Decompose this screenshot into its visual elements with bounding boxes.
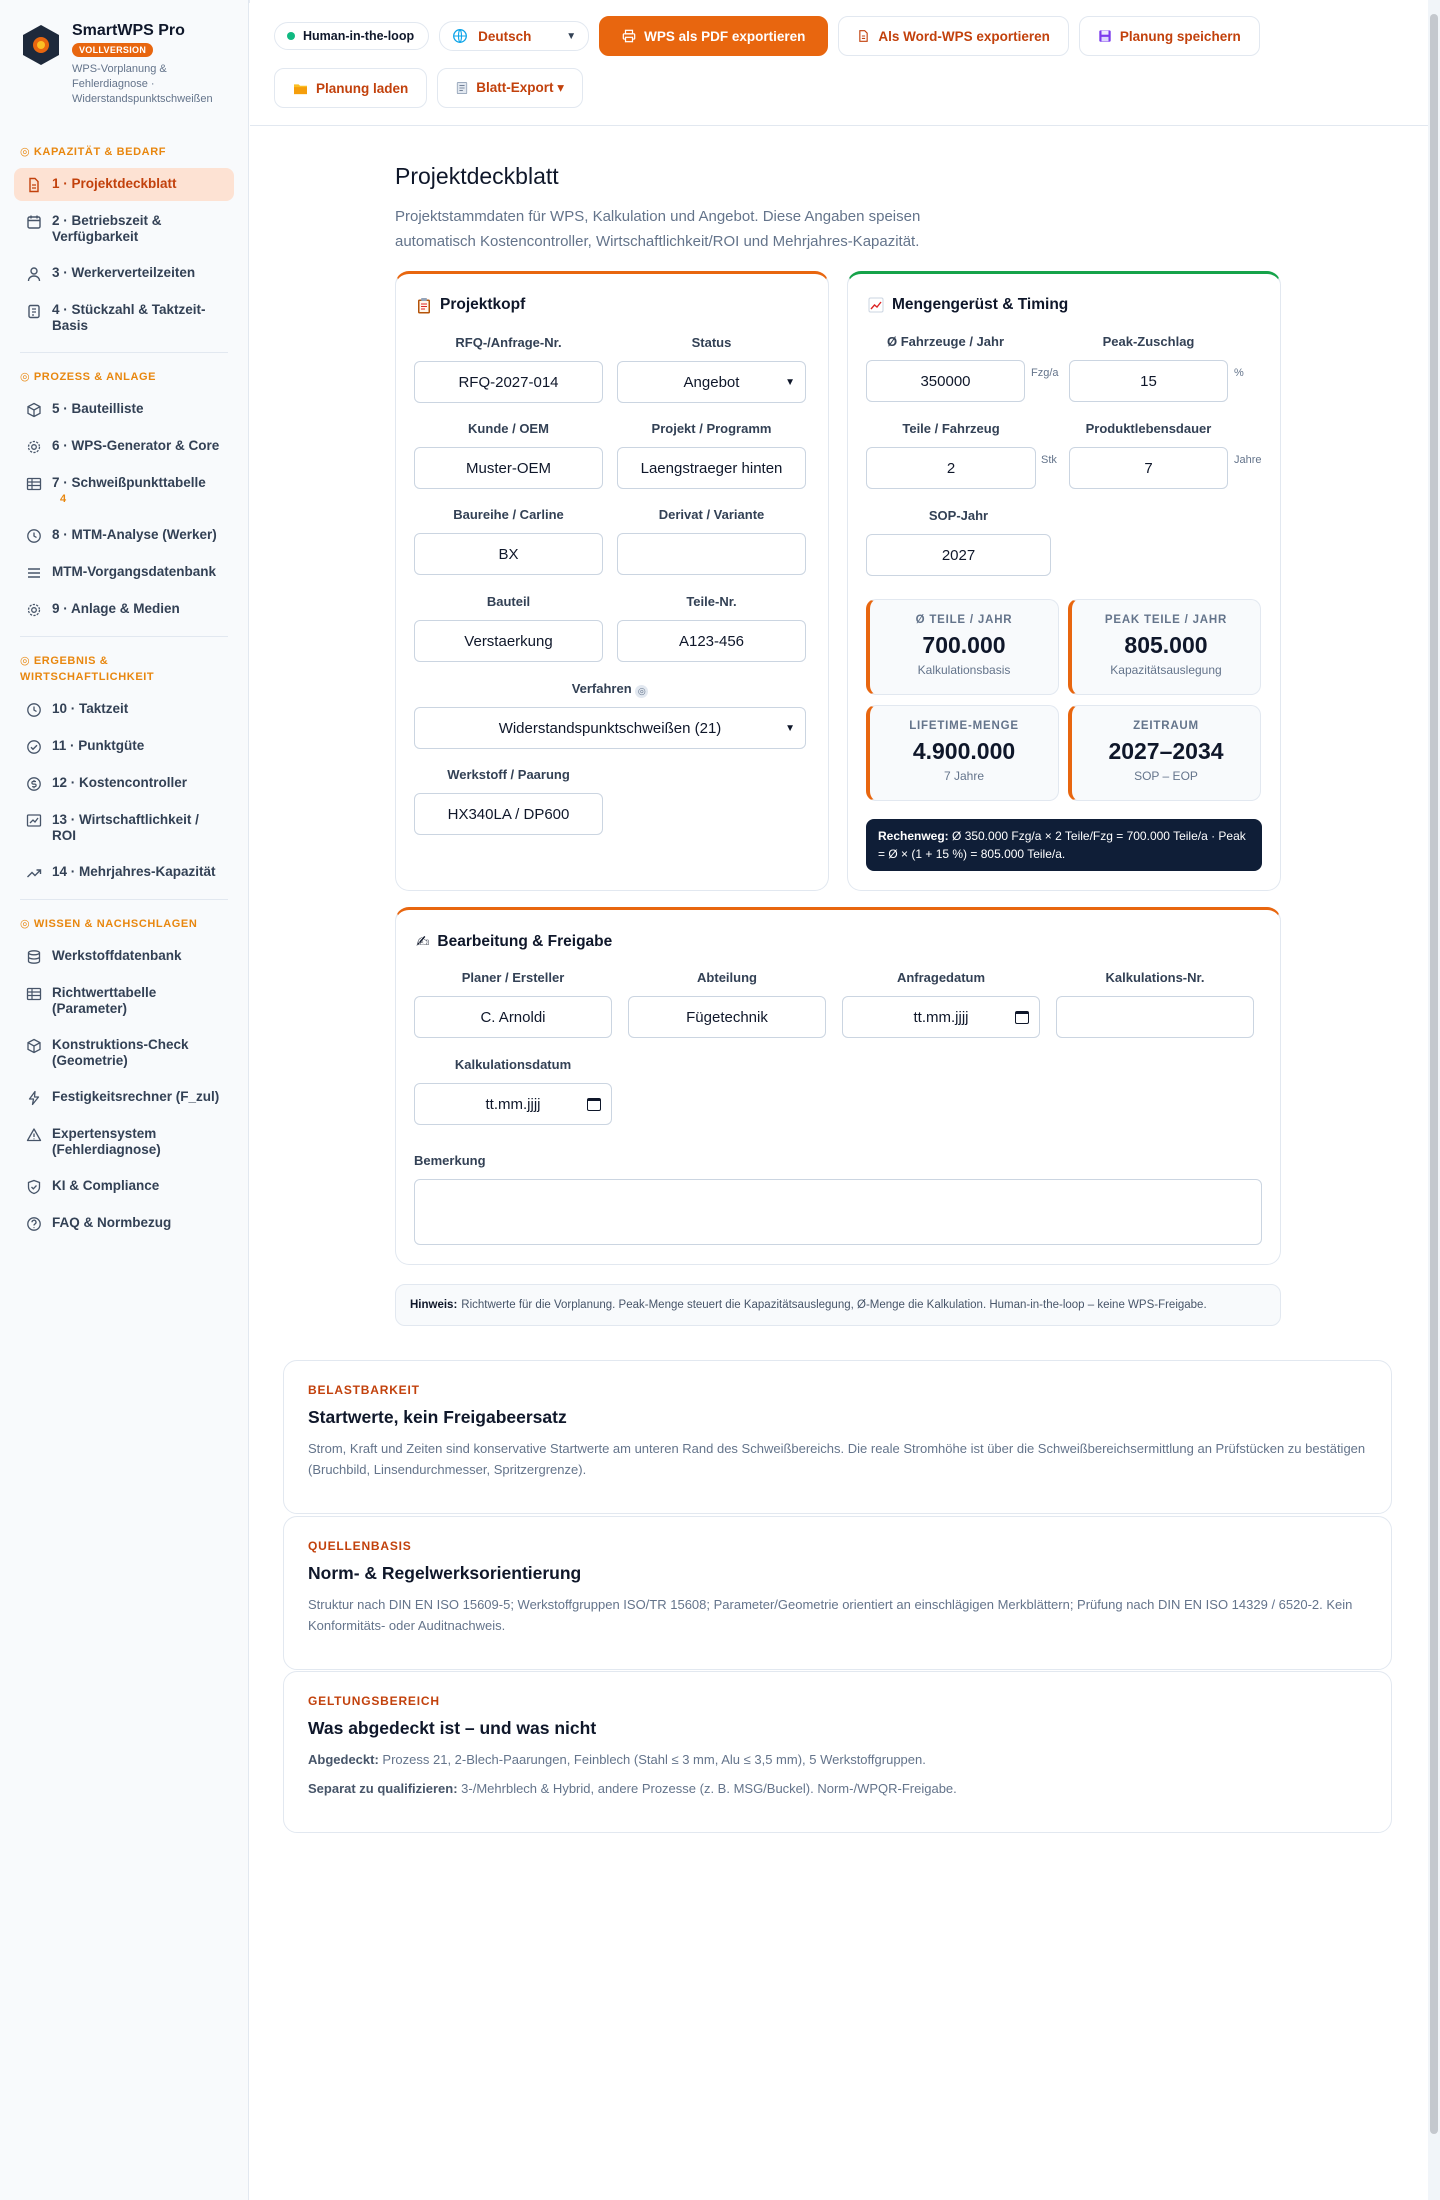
lebensdauer-input[interactable]: 7: [1069, 447, 1228, 489]
info-card-geltungsbereich: [283, 1671, 1392, 1833]
kunde-input[interactable]: Muster-OEM: [414, 447, 603, 489]
field-label: Kunde / OEM: [468, 421, 549, 436]
sidebar-item-konstruktions-check[interactable]: [14, 1029, 234, 1077]
teilenr-input[interactable]: A123-456: [617, 620, 806, 662]
sidebar-item-label: 5 · Bauteilliste: [52, 401, 144, 416]
info-title: Norm- & Regelwerksorientierung: [308, 1563, 582, 1583]
hitl-badge: [274, 22, 429, 50]
abteilung-input[interactable]: Fügetechnik: [628, 996, 826, 1038]
card-projektkopf: [395, 271, 829, 891]
hitl-label: Human-in-the-loop: [303, 29, 415, 43]
chart-icon: [868, 297, 884, 313]
sidebar-item-faq[interactable]: [14, 1207, 234, 1240]
toolbar: [250, 0, 1428, 126]
field-sop: [866, 508, 1051, 576]
field-label: Produktlebensdauer: [1085, 421, 1212, 436]
info-kicker: GELTUNGSBEREICH: [308, 1694, 440, 1708]
field-label: Derivat / Variante: [658, 507, 765, 522]
dollar-icon: [26, 776, 42, 792]
sidebar-item-mtm-analyse[interactable]: [14, 519, 234, 552]
sidebar-item-label: 6 · WPS-Generator & Core: [52, 438, 220, 453]
anfragedatum-input[interactable]: [842, 996, 1040, 1038]
list-icon: [26, 565, 42, 581]
chart-icon: [26, 813, 42, 829]
sidebar-item-stueckzahl[interactable]: [14, 294, 234, 342]
calc-text: Ø 350.000 Fzg/a × 2 Teile/Fzg = 700.000 Teile/a · Peak = Ø × (1 + 15 %) = 805.000 Teile/a.: [878, 829, 1246, 861]
writing-hand-icon: ✍: [416, 934, 430, 951]
kpi-label: Ø TEILE / JAHR: [915, 614, 1013, 626]
planer-input[interactable]: C. Arnoldi: [414, 996, 612, 1038]
clipboard-icon: [416, 297, 432, 314]
globe-icon: [452, 28, 468, 44]
bemerkung-textarea[interactable]: [414, 1179, 1262, 1245]
info-icon[interactable]: ◎: [635, 685, 648, 698]
info-title: Startwerte, kein Freigabeersatz: [308, 1407, 567, 1427]
check-circle-icon: [26, 739, 42, 755]
sidebar-item-label: 3 · Werkerverteilzeiten: [52, 265, 196, 280]
export-pdf-label: WPS als PDF exportieren: [644, 28, 806, 44]
sidebar-item-projektdeckblatt[interactable]: [14, 168, 234, 201]
gear-icon: [26, 439, 42, 455]
clock-icon: [26, 528, 42, 544]
clipboard-icon: [26, 303, 42, 319]
nav-section-knowledge: ◎ WISSEN & NACHSCHLAGEN: [20, 918, 198, 930]
language-select[interactable]: [439, 21, 589, 51]
kpi-sub: Kapazitätsauslegung: [1110, 663, 1222, 677]
sidebar-item-label: MTM-Vorgangsdatenbank: [52, 564, 217, 579]
sidebar-item-mtm-datenbank[interactable]: [14, 556, 234, 589]
calc-explanation: [866, 819, 1262, 871]
nav-divider: [20, 636, 228, 637]
projekt-input[interactable]: Laengstraeger hinten: [617, 447, 806, 489]
field-kalkulationsdatum: [414, 1057, 612, 1125]
field-label: Kalkulations-Nr.: [1105, 970, 1205, 985]
sheet-export-label: Blatt-Export ▾: [476, 80, 565, 95]
unit-label: Fzg/a: [1031, 367, 1059, 379]
save-plan-label: Planung speichern: [1119, 28, 1241, 44]
field-projekt: [617, 421, 806, 489]
sidebar-item-label: 10 · Taktzeit: [52, 701, 129, 716]
sidebar-item-label: Werkstoffdatenbank: [52, 948, 182, 963]
sidebar-item-label: Konstruktions-Check (Geometrie): [52, 1037, 189, 1068]
kpi-sub: SOP – EOP: [1134, 769, 1198, 783]
chevron-down-icon: ▼: [785, 376, 795, 388]
calendar-icon[interactable]: [587, 1098, 601, 1111]
chevron-down-icon: ▼: [785, 722, 795, 734]
brand: [0, 0, 248, 134]
status-dot: [287, 32, 295, 40]
cube-icon: [26, 402, 42, 418]
info-kicker: BELASTBARKEIT: [308, 1383, 420, 1397]
field-kunde: [414, 421, 603, 489]
folder-icon: [293, 82, 308, 95]
teile-input[interactable]: 2: [866, 447, 1036, 489]
sidebar-item-label: 8 · MTM-Analyse (Werker): [52, 527, 217, 542]
separate-text: 3-/Mehrblech & Hybrid, andere Prozesse (z. B. MSG/Buckel). Norm-/WPQR-Freigabe.: [461, 1781, 957, 1796]
kpi-value: 2027–2034: [1108, 738, 1224, 764]
sidebar-item-roi[interactable]: [14, 804, 234, 852]
sidebar-item-richtwerttabelle[interactable]: [14, 977, 234, 1025]
field-label: Teile-Nr.: [686, 594, 737, 609]
save-plan-button[interactable]: [1079, 16, 1260, 56]
scrollbar-thumb[interactable]: [1430, 14, 1438, 2134]
page-header: [395, 163, 1281, 254]
sidebar-item-mehrjahres[interactable]: [14, 856, 234, 889]
sidebar-item-count: 4: [60, 493, 67, 505]
brand-title: SmartWPS Pro: [72, 22, 185, 39]
load-plan-label: Planung laden: [316, 80, 409, 96]
sidebar-item-label: 4 · Stückzahl & Taktzeit-Basis: [52, 302, 206, 333]
field-teile: [866, 421, 1036, 489]
trend-icon: [26, 865, 42, 881]
field-lebensdauer: [1069, 421, 1228, 489]
field-label: Bauteil: [486, 594, 531, 609]
card-title: Mengengerüst & Timing: [892, 296, 1069, 313]
sidebar-item-label: 12 · Kostencontroller: [52, 775, 188, 790]
date-placeholder: tt.mm.jjjj: [913, 1008, 969, 1026]
unit-label: Jahre: [1234, 454, 1262, 466]
card-title: Projektkopf: [440, 296, 526, 313]
field-label: Bemerkung: [414, 1153, 486, 1168]
kpi-value: 700.000: [922, 632, 1006, 658]
file-icon: [26, 177, 42, 193]
nav-divider: [20, 899, 228, 900]
kpi-zeitraum: [1068, 705, 1261, 801]
field-derivat: [617, 507, 806, 575]
info-card-quellenbasis: [283, 1516, 1392, 1670]
sheet-icon: [456, 81, 468, 95]
werkstoff-input[interactable]: HX340LA / DP600: [414, 793, 603, 835]
info-kicker: QUELLENBASIS: [308, 1539, 412, 1553]
field-status: [617, 335, 806, 403]
info-text: Strom, Kraft und Zeiten sind konservative Startwerte am unteren Rand des Schweißbereichs. Die reale Stromhöhe ist über die Schweißbereichsermittlung an Prüfstücken zu bestätigen (Bruchbild, Linsendurchmesser, Spritzergrenze).: [308, 1441, 1366, 1477]
peak-input[interactable]: 15: [1069, 360, 1228, 402]
verfahren-select[interactable]: [414, 707, 806, 749]
sidebar-item-punktguete[interactable]: [14, 730, 234, 763]
info-title: Was abgedeckt ist – und was nicht: [308, 1718, 597, 1738]
kpi-value: 805.000: [1124, 632, 1208, 658]
export-word-button[interactable]: [838, 16, 1069, 56]
field-rfq: [414, 335, 603, 403]
sidebar-item-label: 1 · Projektdeckblatt: [52, 176, 177, 191]
sidebar-item-label: FAQ & Normbezug: [52, 1215, 172, 1230]
sidebar-item-kostencontroller[interactable]: [14, 767, 234, 800]
nav-section-result: ◎ ERGEBNIS & WIRTSCHAFTLICHKEIT: [20, 655, 155, 683]
field-teilenr: [617, 594, 806, 662]
kpi-label: LIFETIME-MENGE: [909, 720, 1019, 732]
logo-icon: [22, 24, 60, 66]
kpi-lifetime: [866, 705, 1059, 801]
gear-icon: [26, 602, 42, 618]
sidebar-item-wps-generator[interactable]: [14, 430, 234, 463]
version-badge: VOLLVERSION: [72, 43, 153, 57]
printer-icon: [622, 29, 636, 43]
sidebar-item-label: 7 · Schweißpunkttabelle: [52, 475, 206, 490]
calc-label: Rechenweg:: [878, 829, 949, 843]
shield-icon: [26, 1179, 42, 1195]
floppy-icon: [1098, 29, 1112, 43]
database-icon: [26, 949, 42, 965]
sidebar-item-label: Richtwerttabelle (Parameter): [52, 985, 157, 1016]
field-fahrzeuge: [866, 334, 1025, 402]
derivat-input[interactable]: [617, 533, 806, 575]
field-kalkulationsnr: [1056, 970, 1254, 1038]
sop-input[interactable]: 2027: [866, 534, 1051, 576]
field-label: SOP-Jahr: [928, 508, 989, 523]
kpi-label: ZEITRAUM: [1133, 720, 1199, 732]
field-bauteil: [414, 594, 603, 662]
sidebar-item-label: Festigkeitsrechner (F_zul): [52, 1089, 220, 1104]
status-select[interactable]: [617, 361, 806, 403]
kpi-value: 4.900.000: [912, 738, 1016, 764]
language-value: Deutsch: [478, 28, 532, 44]
field-label: Projekt / Programm: [651, 421, 772, 436]
fahrzeuge-input[interactable]: 350000: [866, 360, 1025, 402]
export-pdf-button[interactable]: [599, 16, 828, 56]
kalkulationsnr-input[interactable]: [1056, 996, 1254, 1038]
card-bearbeitung: [395, 907, 1281, 1265]
baureihe-input[interactable]: BX: [414, 533, 603, 575]
covered-text: Prozess 21, 2-Blech-Paarungen, Feinblech (Stahl ≤ 3 mm, Alu ≤ 3,5 mm), 5 Werkstoffgruppen.: [382, 1752, 926, 1767]
status-value: Angebot: [683, 373, 740, 391]
separate-label: Separat zu qualifizieren:: [308, 1781, 458, 1796]
field-label: Anfragedatum: [896, 970, 986, 985]
field-label: Peak-Zuschlag: [1102, 334, 1195, 349]
page-subtitle: Projektstammdaten für WPS, Kalkulation und Angebot. Diese Angaben speisen automatisch Kostencontroller, Wirtschaftlichkeit/ROI und Mehrjahres-Kapazität.: [395, 208, 921, 250]
load-plan-button[interactable]: [274, 68, 427, 108]
sidebar-item-werkstoffdatenbank[interactable]: [14, 940, 234, 973]
sidebar-item-betriebszeit[interactable]: [14, 205, 234, 253]
sidebar-item-schweisspunkttabelle[interactable]: [14, 467, 234, 515]
sidebar-item-label: Expertensystem (Fehlerdiagnose): [52, 1126, 161, 1157]
sidebar-item-ki-compliance[interactable]: [14, 1170, 234, 1203]
field-abteilung: [628, 970, 826, 1038]
kpi-sub: Kalkulationsbasis: [917, 663, 1011, 677]
cube-icon: [26, 1038, 42, 1054]
card-mengengeruest: [847, 271, 1281, 891]
sidebar-item-label: 11 · Punktgüte: [52, 738, 145, 753]
sidebar-item-expertensystem[interactable]: [14, 1118, 234, 1166]
help-icon: [26, 1216, 42, 1232]
nav-section-process: ◎ PROZESS & ANLAGE: [20, 371, 157, 383]
field-label: Ø Fahrzeuge / Jahr: [886, 334, 1005, 349]
field-label: RFQ-/Anfrage-Nr.: [455, 335, 562, 350]
kpi-sub: 7 Jahre: [943, 769, 985, 783]
kalkulationsdatum-input[interactable]: [414, 1083, 612, 1125]
sidebar: [0, 0, 249, 2200]
info-text: Struktur nach DIN EN ISO 15609-5; Werkstoffgruppen ISO/TR 15608; Parameter/Geometrie orientiert an einschlägigen Merkblättern; Prüfung nach DIN EN ISO 14329 / 6520-2. Kein Konformitäts- oder Auditnachweis.: [308, 1597, 1353, 1633]
brand-subtitle: WPS-Vorplanung & Fehlerdiagnose · Widerstandspunktschweißen: [72, 63, 213, 105]
field-label: Kalkulationsdatum: [454, 1057, 572, 1072]
covered-label: Abgedeckt:: [308, 1752, 379, 1767]
sidebar-item-label: 13 · Wirtschaftlichkeit / ROI: [52, 812, 199, 843]
hint-text: Richtwerte für die Vorplanung. Peak-Menge steuert die Kapazitätsauslegung, Ø-Menge die Kalkulation. Human-in-the-loop – keine WPS-Freigabe.: [461, 1299, 1207, 1311]
sidebar-item-taktzeit[interactable]: [14, 693, 234, 726]
table-icon: [26, 476, 42, 492]
field-baureihe: [414, 507, 603, 575]
field-anfragedatum: [842, 970, 1040, 1038]
user-icon: [26, 266, 42, 282]
field-label: Teile / Fahrzeug: [902, 421, 1000, 436]
field-label: Abteilung: [697, 970, 757, 985]
sheet-export-button[interactable]: [437, 68, 583, 108]
export-word-label: Als Word-WPS exportieren: [878, 28, 1050, 44]
field-label: Verfahren: [571, 681, 632, 696]
field-planer: [414, 970, 612, 1038]
field-label: Baureihe / Carline: [453, 507, 564, 522]
document-icon: [857, 29, 870, 43]
hint-label: Hinweis:: [410, 1299, 458, 1311]
field-label: Werkstoff / Paarung: [447, 767, 570, 782]
table-icon: [26, 986, 42, 1002]
info-card-belastbarkeit: [283, 1360, 1392, 1514]
sidebar-item-label: KI & Compliance: [52, 1178, 160, 1193]
bolt-icon: [26, 1090, 42, 1106]
nav-divider: [20, 352, 228, 353]
sidebar-item-label: 2 · Betriebszeit & Verfügbarkeit: [52, 213, 162, 244]
page-title: Projektdeckblatt: [395, 163, 559, 189]
clock-icon: [26, 702, 42, 718]
field-bemerkung: [414, 1153, 1262, 1245]
field-label: Planer / Ersteller: [461, 970, 565, 985]
field-label: Status: [691, 335, 732, 350]
sidebar-item-label: 14 · Mehrjahres-Kapazität: [52, 864, 216, 879]
sidebar-item-label: 9 · Anlage & Medien: [52, 601, 180, 616]
kpi-peak-parts: [1068, 599, 1261, 695]
unit-label: %: [1234, 367, 1244, 379]
hint-box: [395, 1284, 1281, 1326]
bauteil-input[interactable]: Verstaerkung: [414, 620, 603, 662]
sidebar-item-anlage-medien[interactable]: [14, 593, 234, 626]
field-verfahren: [414, 681, 806, 749]
card-title: Bearbeitung & Freigabe: [437, 933, 613, 950]
kpi-label: PEAK TEILE / JAHR: [1104, 614, 1228, 626]
sidebar-item-bauteilliste[interactable]: [14, 393, 234, 426]
field-peak: [1069, 334, 1228, 402]
warning-icon: [26, 1127, 42, 1143]
chevron-down-icon: ▼: [566, 30, 577, 42]
calendar-icon: [26, 214, 42, 230]
rfq-input[interactable]: RFQ-2027-014: [414, 361, 603, 403]
nav-section-capacity: ◎ KAPAZITÄT & BEDARF: [20, 146, 167, 158]
unit-label: Stk: [1041, 454, 1057, 466]
verfahren-value: Widerstandspunktschweißen (21): [498, 719, 722, 737]
calendar-icon[interactable]: [1015, 1011, 1029, 1024]
sidebar-item-festigkeitsrechner[interactable]: [14, 1081, 234, 1114]
date-placeholder: tt.mm.jjjj: [485, 1095, 541, 1113]
sidebar-item-werkerverteilzeiten[interactable]: [14, 257, 234, 290]
kpi-avg-parts: [866, 599, 1059, 695]
field-werkstoff: [414, 767, 603, 835]
scrollbar[interactable]: [1428, 0, 1440, 2200]
